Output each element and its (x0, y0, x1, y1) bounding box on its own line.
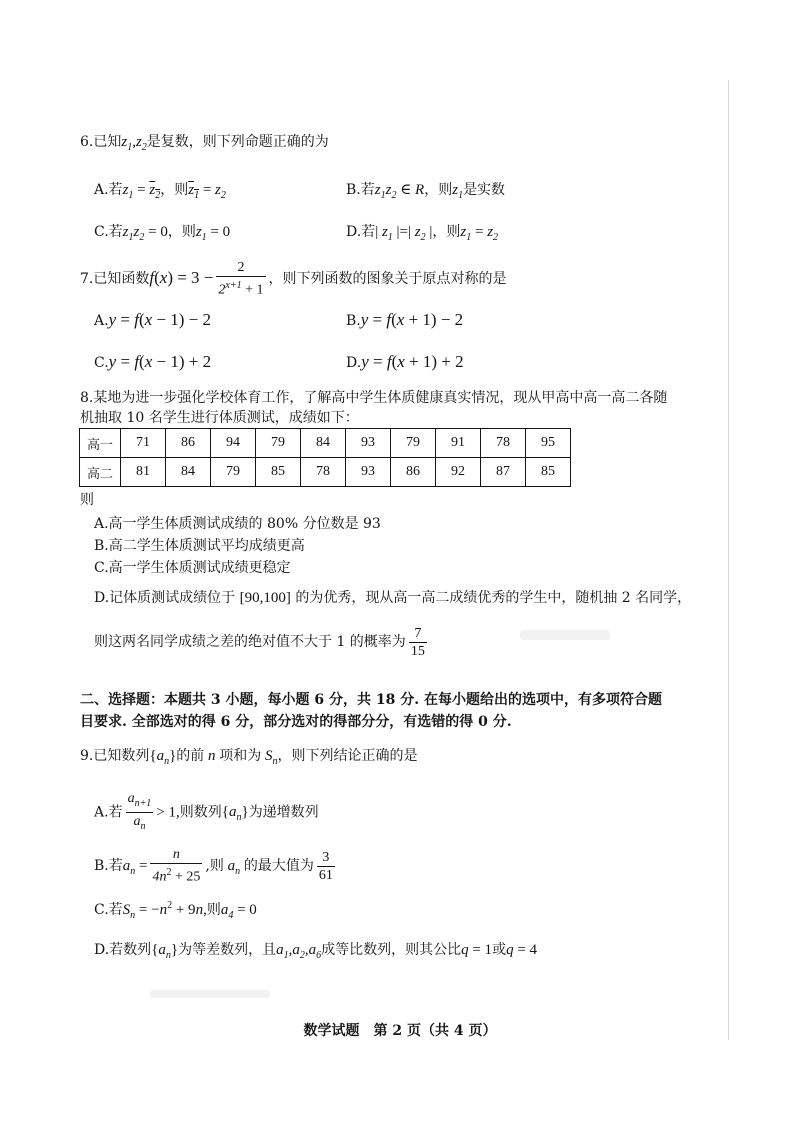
q9-b-mid: 则 (209, 858, 224, 874)
q8-then: 则 (80, 492, 94, 508)
table-cell: 93 (346, 429, 391, 458)
q8-d-frac-num: 7 (409, 625, 427, 643)
q9-stem-mid2: 项和为 (219, 748, 262, 764)
q9-b-frac-den: 61 (318, 867, 333, 883)
q9-d-or: 或 (492, 942, 507, 958)
q9-d-label: D.若数列 (94, 942, 152, 958)
q9-stem: 9.已知数列$\{a_n\}$的前 n 项和为 $S_n$，则下列结论正确的是 (80, 748, 418, 767)
q9-option-a: A.若 $\frac{a_{n+1}}{a_n}$ > 1,则数列$\{a_n\}$为递增数列 (94, 791, 319, 832)
q7-c-label: C. (94, 355, 109, 371)
q6-b-mid: ，则 (424, 182, 453, 198)
table-cell: 81 (121, 458, 166, 487)
row-label-grade1: 高一 (80, 429, 121, 458)
q6-b-post: 是实数 (463, 182, 506, 198)
q9-d-mid1: 为等差数列，且 (178, 942, 277, 958)
q8-option-d (94, 588, 691, 608)
q9-a-post: 则数列 (179, 804, 222, 821)
table-cell: 93 (346, 458, 391, 487)
q9-d-mid2: 成等比数列，则其公比 (321, 942, 462, 958)
table-cell: 86 (391, 458, 436, 487)
scan-edge-line (728, 80, 729, 1040)
q9-b-frac-num: 3 (317, 849, 335, 867)
q6-a-label: A.若 (94, 182, 123, 198)
q6-a-mid: ，则 (160, 182, 189, 198)
q8-d-line2: 则这两名同学成绩之差的绝对值不大于 1 的概率为 (94, 634, 406, 650)
q9-option-d: D.若数列$\{a_n\}$为等差数列，且$a_1,a_2,a_6$成等比数列，则其公比q = 1或q = 4 (94, 942, 538, 961)
q9-b-label: B.若 (94, 858, 123, 874)
q8-stem-line2: 机抽取 10 名学生进行体质测试，成绩如下： (80, 410, 359, 426)
table-cell: 71 (121, 429, 166, 458)
scan-smudge (520, 630, 610, 640)
q7-a-label: A. (94, 313, 109, 329)
q6-d-mid: ，则 (432, 224, 461, 240)
table-cell: 78 (481, 429, 526, 458)
page-footer: 数学试题 第 2 页（共 4 页） (303, 1023, 497, 1039)
q7-option-d: D.y = f(x + 1) + 2 (346, 352, 464, 371)
q6-b-label: B.若 (346, 182, 375, 198)
q6-option-c: C.若$z_1z_2 = 0$，则$z_1 = 0$ (94, 224, 231, 243)
q9-option-b: B.若$a_n$ = $\frac{n}{4n^2 + 25}$ ,则 $a_n$ 的最大值为 $\frac{3}{61}$ (94, 847, 333, 885)
q8-d-frac-den: 15 (410, 643, 425, 659)
q9-stem-mid1: 的前 (176, 748, 205, 764)
q6-c-mid: ，则 (167, 224, 196, 240)
q6-stem-pre: 6.已知 (80, 134, 122, 150)
table-cell: 78 (301, 458, 346, 487)
q7-d-label: D. (346, 355, 362, 371)
q9-b-post: 的最大值为 (243, 858, 314, 874)
table-cell: 94 (211, 429, 256, 458)
table-cell: 84 (301, 429, 346, 458)
q9-c-label: C.若 (94, 902, 123, 918)
table-cell: 86 (166, 429, 211, 458)
q8-d-pre: D.记体质测试成绩位于 (94, 590, 236, 606)
q9-stem-post: ，则下列结论正确的是 (277, 748, 418, 764)
q6-option-b: B.若$z_1z_2$ ∈ R，则$z_1$是实数 (346, 182, 506, 201)
q8-score-table (79, 428, 571, 487)
q7-b-label: B. (346, 313, 361, 329)
q6-d-label: D.若 (346, 224, 376, 240)
table-cell: 85 (256, 458, 301, 487)
q8-stem-line1: 8.某地为进一步强化学校体育工作，了解高中学生体质健康真实情况，现从甲高中高一高二各随 (80, 390, 668, 406)
q8-option-b: B.高二学生体质测试平均成绩更高 (94, 538, 305, 554)
table-cell: 87 (481, 458, 526, 487)
table-cell: 84 (166, 458, 211, 487)
q9-c-mid: 则 (206, 902, 221, 918)
q7-stem-pre: 7.已知函数 (80, 271, 150, 287)
q9-a-end: 为递增数列 (248, 804, 319, 821)
q6-stem-post: 是复数，则下列命题正确的为 (146, 134, 329, 150)
section2-heading-line2: 目要求. 全部选对的得 6 分，部分选对的得部分分，有选错的得 0 分. (80, 714, 512, 730)
section2-heading-line1: 二、选择题：本题共 3 小题，每小题 6 分，共 18 分. 在每小题给出的选项中，有多项符合题 (80, 692, 662, 708)
table-cell: 85 (526, 458, 571, 487)
table-row (80, 429, 571, 458)
table-row (80, 458, 571, 487)
table-cell: 79 (211, 458, 256, 487)
q8-option-d-line2 (94, 622, 430, 662)
row-label-grade2: 高二 (80, 458, 121, 487)
q6-option-d: D.若| $z_1$ |=| $z_2$ |，则$z_1 = z_2$ (346, 224, 499, 243)
q7-option-b: B.y = f(x + 1) − 2 (346, 310, 464, 329)
q9-stem-pre: 9.已知数列 (80, 748, 150, 764)
q6-stem: 6.已知$z_1,z_2$是复数，则下列命题正确的为 (80, 134, 329, 153)
q7-stem: 7.已知函数f(x) = 3 − $\frac{2}{2^{x+1} + 1}$ ，则下列函数的图象关于原点对称的是 (80, 260, 507, 298)
q8-d-post: 的为优秀，现从高一高二成绩优秀的学生中，随机抽 2 名同学， (295, 590, 692, 606)
q8-option-a: A.高一学生体质测试成绩的 80% 分位数是 93 (94, 516, 381, 532)
q7-stem-post: ，则下列函数的图象关于原点对称的是 (268, 271, 507, 287)
q8-d-interval: [90,100] (239, 590, 291, 606)
q9-a-label: A.若 (94, 804, 123, 821)
q9-option-c: C.若$S_n = -n^2 + 9n$,则$a_4 = 0$ (94, 900, 257, 921)
table-cell: 79 (391, 429, 436, 458)
q6-option-a: A.若$z_1 = z_2$，则$z_1 = z_2$ (94, 182, 226, 201)
q7-option-c: C.y = f(x − 1) + 2 (94, 352, 212, 371)
q6-c-label: C.若 (94, 224, 123, 240)
table-cell: 91 (436, 429, 481, 458)
q7-option-a: A.y = f(x − 1) − 2 (94, 310, 211, 329)
table-cell: 95 (526, 429, 571, 458)
scan-smudge (150, 990, 270, 998)
table-cell: 79 (256, 429, 301, 458)
q8-option-c: C.高一学生体质测试成绩更稳定 (94, 560, 291, 576)
table-cell: 92 (436, 458, 481, 487)
